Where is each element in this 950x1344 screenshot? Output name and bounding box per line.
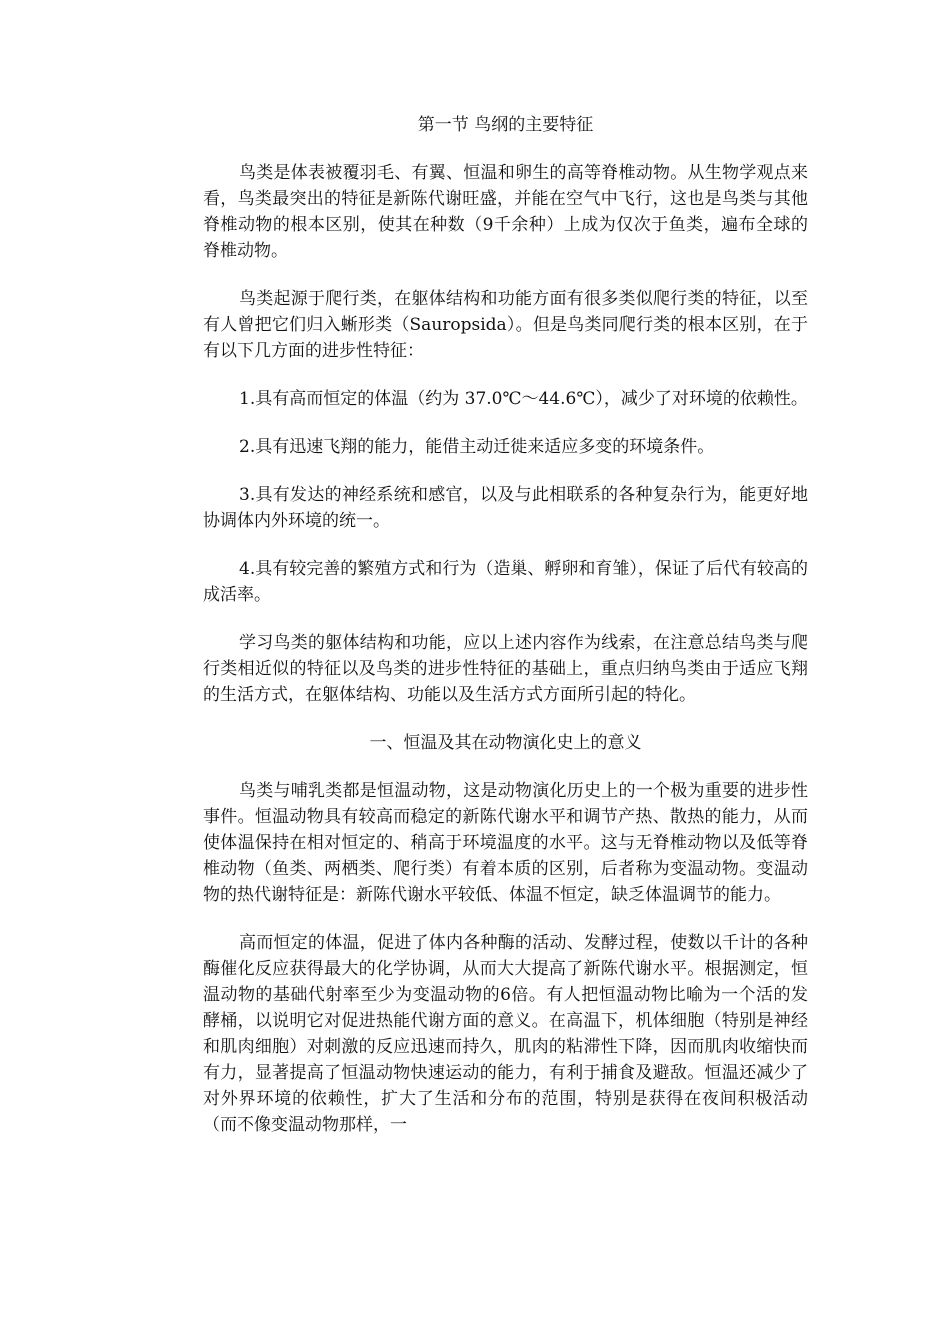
page-title: 第一节 鸟纲的主要特征 — [417, 115, 594, 135]
origin-paragraph: 鸟类起源于爬行类，在躯体结构和功能方面有很多类似爬行类的特征，以至有人曾把它们归入蜥形类（Sauropsida）。但是鸟类同爬行类的根本区别，在于有以下几方面的进步性特征： — [203, 289, 808, 361]
section-heading: 一、恒温及其在动物演化史上的意义 — [369, 733, 642, 753]
document-page — [203, 112, 808, 1160]
feature-item-4: 4.具有较完善的繁殖方式和行为（造巢、孵卵和育雏），保证了后代有较高的成活率。 — [203, 559, 808, 605]
study-guide-paragraph: 学习鸟类的躯体结构和功能，应以上述内容作为线索，在注意总结鸟类与爬行类相近似的特征以及鸟类的进步性特征的基础上，重点归纳鸟类由于适应飞翔的生活方式，在躯体结构、功能以及生活方式方面所引起的特化。 — [203, 633, 808, 705]
intro-paragraph: 鸟类是体表被覆羽毛、有翼、恒温和卵生的高等脊椎动物。从生物学观点来看，鸟类最突出的特征是新陈代谢旺盛，并能在空气中飞行，这也是鸟类与其他脊椎动物的根本区别，使其在种数（9千余种）上成为仅次于鱼类，遍布全球的脊椎动物。 — [203, 163, 808, 261]
feature-item-3: 3.具有发达的神经系统和感官，以及与此相联系的各种复杂行为，能更好地协调体内外环境的统一。 — [203, 485, 808, 531]
homeothermy-paragraph: 鸟类与哺乳类都是恒温动物，这是动物演化历史上的一个极为重要的进步性事件。恒温动物具有较高而稳定的新陈代谢水平和调节产热、散热的能力，从而使体温保持在相对恒定的、稍高于环境温度的水平。这与无脊椎动物以及低等脊椎动物（鱼类、两栖类、爬行类）有着本质的区别，后者称为变温动物。变温动物的热代谢特征是：新陈代谢水平较低、体温不恒定，缺乏体温调节的能力。 — [203, 781, 808, 905]
body-temperature-paragraph: 高而恒定的体温，促进了体内各种酶的活动、发酵过程，使数以千计的各种酶催化反应获得最大的化学协调，从而大大提高了新陈代谢水平。根据测定，恒温动物的基础代射率至少为变温动物的6倍。有人把恒温动物比喻为一个活的发酵桶，以说明它对促进热能代谢方面的意义。在高温下，机体细胞（特别是神经和肌肉细胞）对刺激的反应迅速而持久，肌肉的粘滞性下降，因而肌肉收缩快而有力，显著提高了恒温动物快速运动的能力，有利于捕食及避敌。恒温还减少了对外界环境的依赖性，扩大了生活和分布的范围，特别是获得在夜间积极活动（而不像变温动物那样，一 — [203, 933, 808, 1135]
feature-item-2: 2.具有迅速飞翔的能力，能借主动迁徙来适应多变的环境条件。 — [239, 437, 715, 457]
feature-item-1: 1.具有高而恒定的体温（约为 37.0℃～44.6℃），减少了对环境的依赖性。 — [239, 389, 808, 409]
